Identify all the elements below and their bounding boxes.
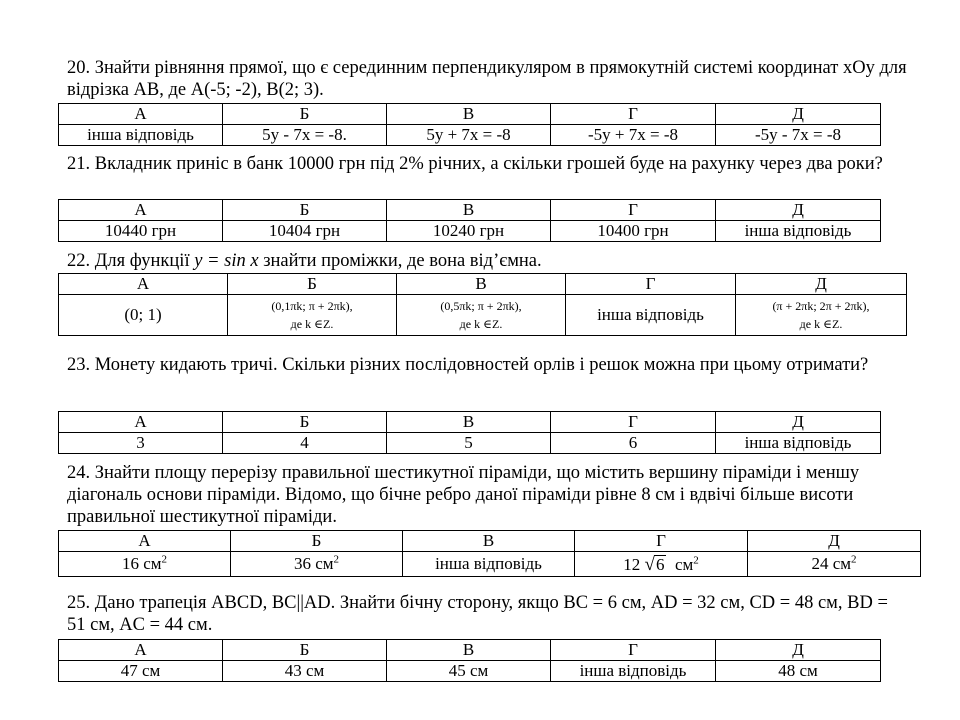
answer-d: інша відповідь bbox=[716, 433, 881, 454]
option-header-v: В bbox=[387, 640, 551, 661]
option-header-a: А bbox=[59, 640, 223, 661]
answer-b-condition: де k ∈Z. bbox=[290, 317, 334, 331]
option-header-b: Б bbox=[231, 531, 403, 552]
option-header-a: А bbox=[59, 200, 223, 221]
option-header-g: Г bbox=[566, 274, 736, 295]
answer-g-exponent: 2 bbox=[693, 553, 699, 566]
answer-a: 3 bbox=[59, 433, 223, 454]
answer-d bbox=[736, 295, 907, 336]
answer-table-23 bbox=[58, 411, 881, 454]
answer-v: 45 см bbox=[387, 661, 551, 682]
question-24 bbox=[67, 462, 907, 528]
answer-v: 10240 грн bbox=[387, 221, 551, 242]
answer-d: інша відповідь bbox=[716, 221, 881, 242]
option-header-d: Д bbox=[716, 412, 881, 433]
question-22-text bbox=[67, 250, 907, 272]
answer-a-exponent: 2 bbox=[161, 553, 168, 566]
option-header-v: В bbox=[387, 104, 551, 125]
question-22-text-prefix: 22. Для функції bbox=[67, 251, 195, 271]
answer-b: 5y - 7x = -8. bbox=[223, 125, 387, 146]
answer-table-25 bbox=[58, 639, 881, 682]
question-23 bbox=[67, 354, 907, 376]
option-header-v: В bbox=[387, 200, 551, 221]
answer-g: інша відповідь bbox=[551, 661, 716, 682]
answer-g bbox=[575, 552, 748, 577]
question-21 bbox=[67, 153, 907, 175]
question-25-text: 25. Дано трапеція ABCD, BC||AD. Знайти бічну сторону, якщо BC = 6 см, AD = 32 см, CD = 48 см, BD = 51 см, AC = 44 см. bbox=[67, 593, 888, 635]
answer-g-radicand: 6 bbox=[655, 554, 665, 574]
option-header-a: А bbox=[59, 531, 231, 552]
answer-b: 10404 грн bbox=[223, 221, 387, 242]
answer-g-coefficient: 12 bbox=[623, 554, 641, 574]
answer-a bbox=[59, 552, 231, 577]
option-header-g: Г bbox=[551, 200, 716, 221]
answer-g: 6 bbox=[551, 433, 716, 454]
answer-g-main: інша відповідь bbox=[597, 305, 704, 324]
question-20 bbox=[67, 57, 907, 101]
answer-b-exponent: 2 bbox=[333, 553, 340, 566]
option-header-d: Д bbox=[736, 274, 907, 295]
answer-v bbox=[397, 295, 566, 336]
answer-g-unit: см bbox=[674, 554, 694, 574]
question-22-text-suffix: знайти проміжки, де вона від’ємна. bbox=[258, 251, 542, 271]
question-20-text: 20. Знайти рівняння прямої, що є серединним перпендикуляром в прямокутній системі координат xOy для відрізка AB, де A(-5; -2), B(2; 3). bbox=[67, 58, 907, 100]
answer-v-main: (0,5πk; π + 2πk), bbox=[440, 299, 522, 313]
question-23-text: 23. Монету кидають тричі. Скільки різних послідовностей орлів і решок можна при цьому отримати? bbox=[67, 355, 869, 375]
answer-d-value: 24 см bbox=[811, 554, 852, 573]
answer-v: 5y + 7x = -8 bbox=[387, 125, 551, 146]
answer-d-condition: де k ∈Z. bbox=[799, 317, 843, 331]
answer-b bbox=[228, 295, 397, 336]
answer-d: 48 см bbox=[716, 661, 881, 682]
sqrt-symbol: √ bbox=[644, 553, 655, 575]
answer-a: інша відповідь bbox=[59, 125, 223, 146]
option-header-g: Г bbox=[575, 531, 748, 552]
answer-b-value: 36 см bbox=[293, 554, 334, 573]
answer-v: інша відповідь bbox=[403, 552, 575, 577]
answer-table-21 bbox=[58, 199, 881, 242]
answer-d bbox=[748, 552, 921, 577]
answer-g: -5y + 7x = -8 bbox=[551, 125, 716, 146]
question-22-formula: y = sin x bbox=[194, 251, 259, 271]
answer-a bbox=[59, 295, 228, 336]
answer-d: -5y - 7x = -8 bbox=[716, 125, 881, 146]
answer-a: 10440 грн bbox=[59, 221, 223, 242]
option-header-b: Б bbox=[223, 640, 387, 661]
option-header-v: В bbox=[397, 274, 566, 295]
answer-b bbox=[231, 552, 403, 577]
option-header-v: В bbox=[387, 412, 551, 433]
answer-a-value: 16 см bbox=[121, 554, 162, 573]
question-25 bbox=[67, 592, 907, 636]
option-header-d: Д bbox=[716, 104, 881, 125]
option-header-d: Д bbox=[716, 640, 881, 661]
answer-b: 4 bbox=[223, 433, 387, 454]
option-header-a: А bbox=[59, 412, 223, 433]
answer-v: 5 bbox=[387, 433, 551, 454]
answer-a-main: (0; 1) bbox=[124, 305, 162, 324]
option-header-b: Б bbox=[223, 104, 387, 125]
option-header-b: Б bbox=[223, 412, 387, 433]
answer-a: 47 см bbox=[59, 661, 223, 682]
answer-b: 43 см bbox=[223, 661, 387, 682]
answer-g: 10400 грн bbox=[551, 221, 716, 242]
question-22 bbox=[67, 250, 907, 272]
answer-table-24 bbox=[58, 530, 921, 577]
answer-v-condition: де k ∈Z. bbox=[459, 317, 503, 331]
option-header-d: Д bbox=[716, 200, 881, 221]
answer-table-22 bbox=[58, 273, 907, 336]
answer-table-20 bbox=[58, 103, 881, 146]
option-header-d: Д bbox=[748, 531, 921, 552]
option-header-b: Б bbox=[223, 200, 387, 221]
answer-d-main: (π + 2πk; 2π + 2πk), bbox=[772, 299, 870, 313]
option-header-g: Г bbox=[551, 412, 716, 433]
option-header-a: А bbox=[59, 274, 228, 295]
answer-b-main: (0,1πk; π + 2πk), bbox=[271, 299, 353, 313]
question-21-text: 21. Вкладник приніс в банк 10000 грн під 2% річних, а скільки грошей буде на рахунку через два роки? bbox=[67, 154, 883, 174]
option-header-g: Г bbox=[551, 640, 716, 661]
option-header-a: А bbox=[59, 104, 223, 125]
option-header-v: В bbox=[403, 531, 575, 552]
option-header-g: Г bbox=[551, 104, 716, 125]
question-24-text: 24. Знайти площу перерізу правильної шестикутної піраміди, що містить вершину піраміди і меншу діагональ основи піраміди. Відомо, що бічне ребро даної піраміди рівне 8 см і вдвічі більше висоти правильної шестикутної піраміди. bbox=[67, 463, 860, 527]
answer-d-exponent: 2 bbox=[851, 553, 857, 566]
option-header-b: Б bbox=[228, 274, 397, 295]
answer-g bbox=[566, 295, 736, 336]
